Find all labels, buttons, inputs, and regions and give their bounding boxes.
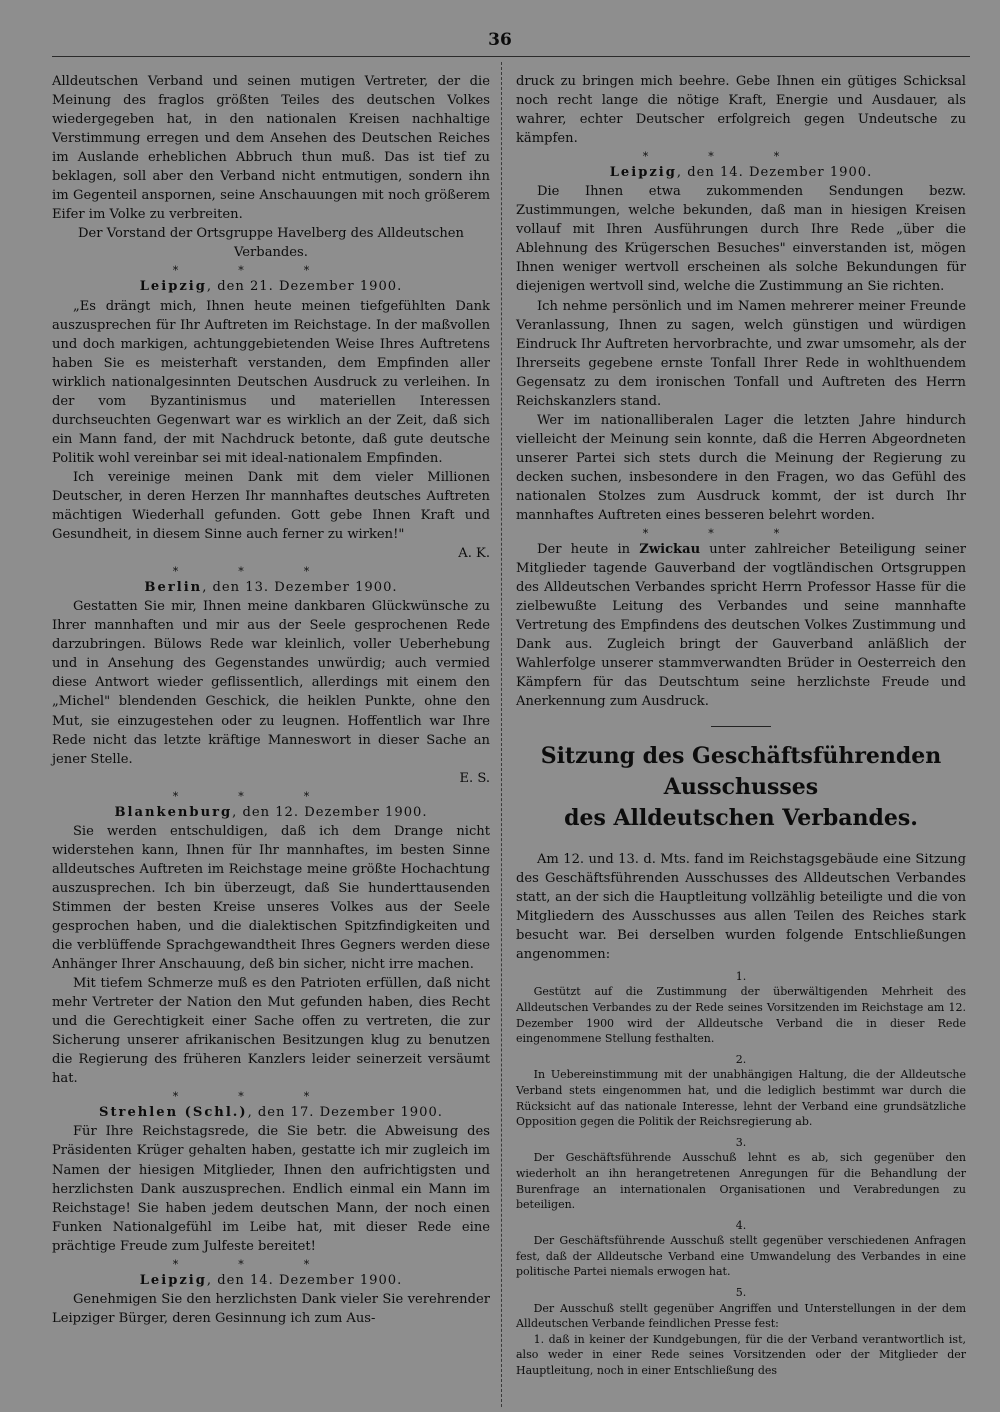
dateline-date: , den 21. Dezember 1900. — [206, 279, 403, 295]
dateline-place: Berlin — [144, 580, 203, 596]
intro-paragraph: Alldeutschen Verband und seinen mutigen Vertreter, der die Meinung des fraglos größten Teiles des deutschen Volkes wiedergegeben hat, in den nationalen Kreisen nachhaltige Verstimmung erregen und dem Ansehen des Deutschen Reiches im Auslande erheblichen Abbruch thun muß. Das ist tief zu beklagen, soll aber den Verband nicht entmutigen, sondern ihn im Gegenteil anspornen, seine Anschauungen mit noch größerem Eifer im Volke zu verbreiten. — [52, 74, 490, 223]
resolution-number: 5. — [735, 1286, 747, 1300]
section-heading — [516, 741, 966, 834]
dateline — [52, 578, 490, 597]
letter-paragraph: Wer im nationalliberalen Lager die letzten Jahre hindurch vielleicht der Meinung sein konnte, daß die Herren Abgeordneten unserer Partei sich stets durch die Meinung der Regierung zu decken suchen, insbesondere in den Fragen, wo das Gefühl des nationalen Stolzes zum Ausdruck kommt, der ist durch Ihr mannhaftes Auftreten eines besseren belehrt worden. — [516, 412, 966, 524]
letter-signature: A. K. — [458, 546, 490, 562]
letter-paragraph: Mit tiefem Schmerze muß es den Patrioten erfüllen, daß nicht mehr Vertreter der Nation den Mut gefunden haben, dies Recht und die Gerechtigkeit einer Sache offen zu vertreten, die zur Sicherung unserer afrikanischen Besitzungen klug zu benutzen die Regierung des früheren Kanzlers leider seinerzeit versäumt hat. — [52, 976, 490, 1087]
section-intro: Am 12. und 13. d. Mts. fand im Reichstagsgebäude eine Sitzung des Geschäftsführenden Ausschusses des Alldeutschen Verbandes statt, an der sich die Hauptleitung vollzählig beteiligte und die von Mitgliedern des Ausschusses aus allen Teilen des Reiches stark besucht war. Bei derselben wurden folgende Entschließungen angenommen: — [516, 851, 966, 962]
dateline-place: Leipzig — [139, 1272, 207, 1288]
resolution-text: Der Ausschuß stellt gegenüber Angriffen und Unterstellungen in der dem Alldeutschen Verbande feindlichen Presse fest: — [516, 1301, 966, 1331]
dateline-place: Leipzig — [609, 165, 677, 181]
resolution-number: 2. — [735, 1052, 747, 1066]
resolution-text: Der Geschäftsführende Ausschuß stellt gegenüber verschiedenen Anfragen fest, daß der Alldeutsche Verband eine Umwandelung des Verbandes in eine politische Partei niemals erwogen hat. — [516, 1234, 966, 1279]
dateline-date: , den 13. Dezember 1900. — [202, 580, 398, 596]
left-column — [52, 72, 490, 1328]
letter-paragraph: Die Ihnen etwa zukommenden Sendungen bezw. Zustimmungen, welche bekunden, daß man in hiesigen Kreisen vollauf mit Ihren Ausführungen durch Ihre Rede „über die Ablehnung des Krügerschen Besuches" einverstanden ist, mögen Ihnen weniger wertvoll erscheinen als solche Bekundungen für diejenigen wertvoll sind, welche die Zustimmung an Sie richten. — [516, 184, 966, 295]
section-separator: *** — [172, 264, 370, 278]
section-separator: *** — [172, 1257, 370, 1271]
dateline — [516, 163, 966, 182]
dateline — [52, 803, 490, 822]
intro-signature: Der Vorstand der Ortsgruppe Havelberg des Alldeutschen Verbandes. — [78, 226, 464, 261]
dateline — [52, 1103, 490, 1122]
resolution-number: 3. — [735, 1135, 747, 1149]
column-divider — [501, 62, 502, 1407]
resolution-number: 4. — [735, 1218, 747, 1232]
section-separator: *** — [172, 789, 370, 803]
letter-paragraph: Für Ihre Reichstagsrede, die Sie betr. die Abweisung des Präsidenten Krüger gehalten haben, gestatte ich mir zugleich im Namen der hiesigen Mitglieder, Ihnen den aufrichtigsten und herzlichsten Dank auszusprechen. Endlich einmal ein Mann im Reichstage! Sie haben jedem deutschen Mann, der noch einen Funken Nationalgefühl im Leibe hat, mit dieser Rede eine prächtige Freude zum Julfeste bereitet! — [52, 1124, 490, 1254]
dateline-date: , den 12. Dezember 1900. — [232, 804, 428, 820]
letter-signature: E. S. — [459, 770, 490, 786]
dateline — [52, 277, 490, 296]
letter-paragraph: Ich nehme persönlich und im Namen mehrerer meiner Freunde Veranlassung, Ihnen zu sagen, welch günstigen und würdigen Eindruck Ihr Auftreten hervorbrachte, und zwar umsomehr, als der Ihrerseits gegebene ernste Tonfall Ihrer Rede in wohlthuendem Gegensatz zu dem ironischen Tonfall und Auftreten des Herrn Reichskanzlers stand. — [516, 298, 966, 409]
dateline — [52, 1271, 490, 1290]
resolution-text: Gestützt auf die Zustimmung der überwältigenden Mehrheit des Alldeutschen Verbandes zu der Rede seines Vorsitzenden im Reichstage am 12. Dezember 1900 wird der Alldeutsche Verband die in dieser Rede eingenommene Stellung festhalten. — [516, 985, 966, 1046]
dateline-date: , den 14. Dezember 1900. — [676, 165, 873, 181]
letter-paragraph: Genehmigen Sie den herzlichsten Dank vieler Sie verehrender Leipziger Bürger, deren Gesinnung ich zum Aus- — [52, 1291, 490, 1326]
page-number: 36 — [488, 30, 512, 50]
header-rule — [52, 56, 970, 57]
section-separator: *** — [642, 527, 840, 541]
letter-paragraph: Sie werden entschuldigen, daß ich dem Drange nicht widerstehen kann, Ihnen für Ihr mannhaftes, im besten Sinne alldeutsches Auftreten im Reichstage meine größte Hochachtung auszusprechen. Ich bin überzeugt, daß Sie hunderttausenden Stimmen der besten Kreise unseres Volkes aus der Seele gesprochen haben, und die dialektischen Spitzfindigkeiten und die verblüffende Sprachgewandtheit Ihres Gegners werden diese Anhänger Ihrer Anschauung, deß bin sicher, nicht irre machen. — [52, 823, 490, 973]
section-separator: *** — [172, 565, 370, 579]
zwickau-paragraph — [516, 540, 966, 711]
dateline-place: Strehlen (Schl.) — [99, 1105, 248, 1121]
resolutions-list — [516, 969, 966, 1379]
section-rule — [711, 726, 771, 727]
zwickau-text: unter zahlreicher Beteiligung seiner Mitglieder tagende Gauverband der vogtländischen Ortsgruppen des Alldeutschen Verbandes spricht Herrn Professor Hasse für die zielbewußte Leitung des Verbandes und seine mannhafte Vertretung des Empfindens des deutschen Volkes Zustimmung und Dank aus. Zugleich bringt der Gauverband anläßlich der Wahlerfolge unserer stammverwandten Brüder in Oesterreich den Kämpfern für das Deutschtum seine herzlichste Freude und Anerkennung zum Ausdruck. — [516, 542, 966, 710]
resolution-text: Der Geschäftsführende Ausschuß lehnt es ab, sich gegenüber den wiederholt an ihn herangetretenen Anregungen für die Behandlung der Burenfrage an internationalen Organisationen und Verabredungen zu beteiligen. — [516, 1151, 966, 1212]
continuation-paragraph: druck zu bringen mich beehre. Gebe Ihnen ein gütiges Schicksal noch recht lange die nötige Kraft, Energie und Ausdauer, als wahrer, echter Deutscher erfolgreich gegen Undeutsche zu kämpfen. — [516, 74, 966, 147]
zwickau-lead: Der heute in — [536, 542, 640, 558]
zwickau-place: Zwickau — [639, 542, 701, 558]
right-column — [516, 72, 966, 1379]
resolution-text: In Uebereinstimmung mit der unabhängigen Haltung, die der Alldeutsche Verband stets eingenommen hat, und die lediglich bestimmt war durch die Rücksicht auf das nationale Interesse, lehnt der Verband eine grundsätzliche Opposition gegen die Politik der Reichsregierung ab. — [516, 1068, 966, 1129]
section-heading-line: des Alldeutschen Verbandes. — [564, 804, 918, 831]
letter-paragraph: Gestatten Sie mir, Ihnen meine dankbaren Glückwünsche zu Ihrer mannhaften und mir aus der Seele gesprochenen Rede darzubringen. Bülows Rede war kleinlich, voller Ueberhebung und in Ansehung des Gegenstandes unwürdig; auch vermied diese Antwort wieder geflissentlich, allerdings mit einem den „Michel" blendenden Geschick, die heiklen Punkte, ohne den Mut, sie einzugestehen oder zu leugnen. Hoffentlich war Ihre Rede nicht das letzte kräftige Manneswort in dieser Sache an jener Stelle. — [52, 599, 490, 767]
section-separator: *** — [172, 1090, 370, 1104]
resolution-text: 1. daß in keiner der Kundgebungen, für die der Verband verantwortlich ist, also weder in einer Rede seines Vorsitzenden oder der Mitglieder der Hauptleitung, noch in einer Entschließung des — [516, 1332, 966, 1378]
dateline-place: Blankenburg — [114, 804, 233, 820]
resolution-number: 1. — [735, 969, 747, 983]
section-separator: *** — [642, 150, 840, 164]
letter-paragraph: Ich vereinige meinen Dank mit dem vieler Millionen Deutscher, in deren Herzen Ihr mannhaftes deutsches Auftreten mächtigen Wiederhall gefunden. Gott gebe Ihnen Kraft und Gesundheit, in diesem Sinne auch ferner zu wirken!" — [52, 469, 490, 543]
letter-paragraph: „Es drängt mich, Ihnen heute meinen tiefgefühlten Dank auszusprechen für Ihr Auftreten im Reichstage. In der maßvollen und doch markigen, achtunggebietenden Weise Ihres Auftretens haben Sie es meisterhaft verstanden, dem Empfinden aller wirklich nationalgesinnten Deutschen Ausdruck zu verleihen. In der vom Byzantinismus und materiellen Interessen durchseuchten Gegenwart war es wirklich an der Zeit, daß sich ein Mann fand, der mit Nachdruck betonte, daß gute deutsche Politik wohl vereinbar sei mit ideal-nationalem Empfinden. — [52, 298, 490, 466]
dateline-date: , den 17. Dezember 1900. — [247, 1105, 443, 1121]
dateline-place: Leipzig — [139, 279, 207, 295]
dateline-date: , den 14. Dezember 1900. — [206, 1272, 403, 1288]
section-heading-line: Sitzung des Geschäftsführenden Ausschusses — [540, 742, 942, 800]
